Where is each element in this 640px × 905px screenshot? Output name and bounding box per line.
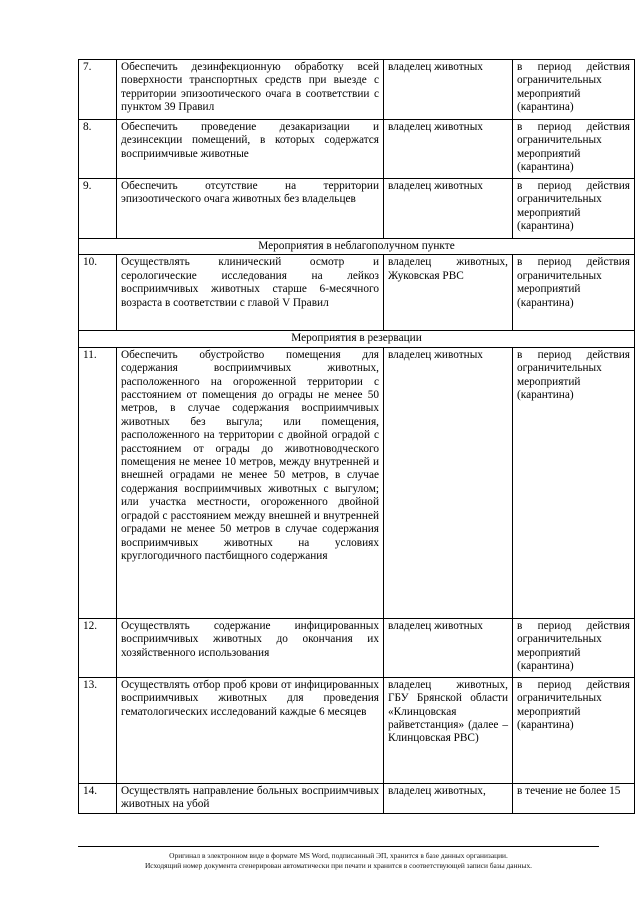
row-term: в течение не более 15 (513, 783, 635, 813)
row-action: Осуществлять отбор проб крови от инфицированных восприимчивых животных для проведения гематологических исследований каждые 6 месяцев (117, 677, 384, 783)
row-action: Осуществлять клинический осмотр и серологические исследования на лейкоз восприимчивых животных старше 6-месячного возраста в соответствии с главой V Правил (117, 255, 384, 331)
row-responsible: владелец животных, ГБУ Брянской области «Клинцовская райветстанция» (далее – Клинцовская РВС) (384, 677, 513, 783)
row-number: 14. (79, 783, 117, 813)
row-action: Обеспечить дезинфекционную обработку всей поверхности транспортных средств при выезде с территории эпизоотического очага в соответствии с пунктом 39 Правил (117, 60, 384, 120)
row-number: 7. (79, 60, 117, 120)
document-footer (78, 846, 599, 871)
table-row (79, 618, 635, 677)
row-term: в период действия ограничительных мероприятий (карантина) (513, 60, 635, 120)
row-action: Обеспечить проведение дезакаризации и дезинсекции помещений, в которых содержатся восприимчивые животные (117, 120, 384, 179)
table-row (79, 783, 635, 813)
row-responsible: владелец животных (384, 60, 513, 120)
table-row (79, 255, 635, 331)
table-row (79, 677, 635, 783)
row-term: в период действия ограничительных мероприятий (карантина) (513, 179, 635, 239)
row-number: 13. (79, 677, 117, 783)
section-title: Мероприятия в резервации (79, 331, 635, 347)
row-responsible: владелец животных (384, 120, 513, 179)
row-action: Обеспечить отсутствие на территории эпизоотического очага животных без владельцев (117, 179, 384, 239)
section-row (79, 331, 635, 347)
row-term: в период действия ограничительных мероприятий (карантина) (513, 120, 635, 179)
row-responsible: владелец животных (384, 618, 513, 677)
row-number: 9. (79, 179, 117, 239)
row-responsible: владелец животных, (384, 783, 513, 813)
row-number: 8. (79, 120, 117, 179)
document-page (78, 59, 630, 814)
row-term: в период действия ограничительных мероприятий (карантина) (513, 347, 635, 618)
row-action: Осуществлять содержание инфицированных восприимчивых животных до окончания их хозяйственного использования (117, 618, 384, 677)
section-row (79, 239, 635, 255)
row-term: в период действия ограничительных мероприятий (карантина) (513, 677, 635, 783)
table-row (79, 179, 635, 239)
row-responsible: владелец животных, Жуковская РВС (384, 255, 513, 331)
row-action: Обеспечить обустройство помещения для содержания восприимчивых животных, расположенного на огороженной территории с расстоянием от помещения до ограды не менее 50 метров, в случае содержания восприимчивых животных без выгула; или помещения, расположенного на территории с двойной оградой с расстоянием от ограды до животноводческого помещения не менее 10 метров, между внутренней и внешней оградами не менее 50 метров, в случае содержания восприимчивых животных с выгулом; или участка местности, огороженного двойной оградой с расстоянием между внешней и внутренней оградами не менее 50 метров в случае содержания восприимчивых животных на условиях круглогодичного пастбищного содержания (117, 347, 384, 618)
row-number: 12. (79, 618, 117, 677)
row-term: в период действия ограничительных мероприятий (карантина) (513, 618, 635, 677)
table-row (79, 347, 635, 618)
row-responsible: владелец животных (384, 179, 513, 239)
row-number: 10. (79, 255, 117, 331)
footer-line-1: Оригинал в электронном виде в формате MS Word, подписанный ЭП, хранится в базе данных организации. (169, 851, 508, 860)
table-row (79, 60, 635, 120)
row-number: 11. (79, 347, 117, 618)
row-responsible: владелец животных (384, 347, 513, 618)
table-row (79, 120, 635, 179)
row-action: Осуществлять направление больных восприимчивых животных на убой (117, 783, 384, 813)
row-term: в период действия ограничительных мероприятий (карантина) (513, 255, 635, 331)
measures-table (78, 59, 635, 814)
section-title: Мероприятия в неблагополучном пункте (79, 239, 635, 255)
footer-line-2: Исходящий номер документа сгенерирован автоматически при печати и хранится в соответствующей записи базы данных. (144, 861, 533, 870)
